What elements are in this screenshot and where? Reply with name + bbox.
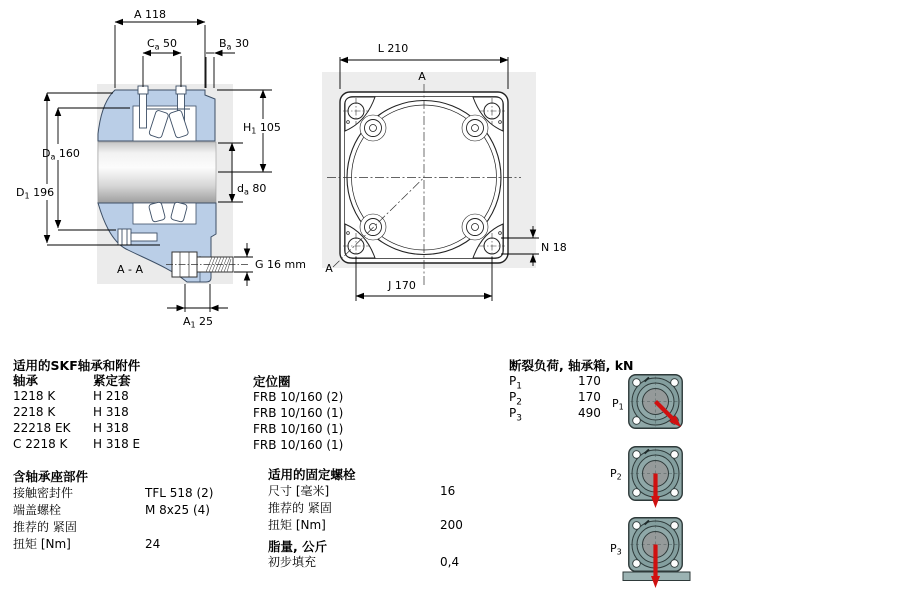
fixing-bolts-labels [268,483,332,534]
dim-label-a: A 118 [133,8,167,21]
load-arrowhead-p3 [651,576,660,588]
bearing-cell: C 2218 K [13,437,68,451]
load-diagram-p1 [612,375,682,429]
spec-label: 扭矩 [Nm] [268,518,326,532]
load-case-label: $P_1$ [509,374,522,392]
load-diagram-p2 [610,447,682,508]
spec-label: 推荐的 紧固 [13,520,77,534]
grease-values [440,554,459,571]
bearing-column [13,388,70,452]
shaft [98,142,216,203]
section-mark-bottom: A [325,262,333,275]
bearing-cell: 22218 EK [13,421,71,435]
col-header-ring: 定位圈 [253,374,291,389]
breaking-load-title: 断裂负荷, 轴承箱, kN [509,358,634,373]
ring-column [253,389,343,453]
spec-value: TFL 518 (2) [145,486,214,500]
dim-label-da-housing: $D_a$ 160 [42,147,80,162]
sleeve-cell: H 318 [93,405,129,419]
housing-parts-values [145,485,213,553]
load-case-value: 490 [578,406,601,420]
spec-value: 0,4 [440,555,460,569]
spec-label: 推荐的 紧固 [268,501,332,515]
bearings-table-title: 适用的SKF轴承和附件 [13,358,141,373]
sleeve-cell: H 318 E [93,437,141,451]
spec-value: M 8x25 (4) [145,503,210,517]
load-label-p2: $P_2$ [610,467,622,482]
housing-parts-labels [13,485,77,553]
flange-face-view [322,42,567,301]
load-case-label: $P_2$ [509,390,522,408]
breaking-load-labels [509,373,522,424]
spec-value [440,500,463,517]
load-case-label: $P_3$ [509,406,522,424]
grease-labels [268,554,316,571]
dim-label-ba: $B_a$ 30 [219,37,249,52]
ring-cell: FRB 10/160 (1) [253,406,344,420]
dim-label-l: L 210 [377,42,409,55]
dim-label-d1: $D_1$ 196 [16,186,55,201]
bearing-cell: 1218 K [13,389,56,403]
spec-label: 接触密封件 [13,486,74,500]
sleeve-cell: H 218 [93,389,129,403]
sleeve-column [93,388,140,452]
spec-value: 16 [440,484,456,498]
spec-label: 初步填充 [268,555,317,569]
ring-cell: FRB 10/160 (2) [253,390,344,404]
sleeve-cell: H 318 [93,421,129,435]
dim-label-ca: $C_a$ 50 [146,37,178,52]
fixing-bolts-values [440,483,463,534]
section-label: A - A [117,263,144,276]
col-header-bearing: 轴承 [13,373,39,388]
dim-label-g: G 16 mm [255,258,306,271]
dim-label-n: N 18 [541,241,567,254]
housing-parts-title: 含轴承座部件 [13,469,89,484]
dim-label-h1: $H_1$ 105 [243,121,281,136]
spec-label: 尺寸 [毫米] [268,484,330,498]
col-header-sleeve: 紧定套 [93,373,131,388]
grease-title: 脂量, 公斤 [268,539,328,554]
load-label-p3: $P_3$ [610,542,622,557]
bearing-cell: 2218 K [13,405,56,419]
section-mark-top: A [418,70,426,83]
load-diagram-p3 [610,518,690,588]
load-case-value: 170 [578,374,601,388]
ring-cell: FRB 10/160 (1) [253,422,344,436]
load-case-value: 170 [578,390,601,404]
dim-label-da-shaft: $d_a$ 80 [237,182,267,197]
section-view [16,8,306,330]
spec-label: 扭矩 [Nm] [13,537,71,551]
dim-label-j: J 170 [388,279,416,292]
load-direction-diagrams [600,350,720,600]
load-label-p1: $P_1$ [612,397,624,412]
breaking-load-values [578,373,601,421]
spec-value [145,519,213,536]
spec-value: 200 [440,518,463,532]
spec-label: 端盖螺栓 [13,503,62,517]
ring-cell: FRB 10/160 (1) [253,438,344,452]
spec-value: 24 [145,537,161,551]
fixing-bolts-title: 适用的固定螺栓 [268,467,356,482]
dim-label-a1: $A_1$ 25 [182,315,214,330]
load-arrowhead-p2 [651,496,660,508]
